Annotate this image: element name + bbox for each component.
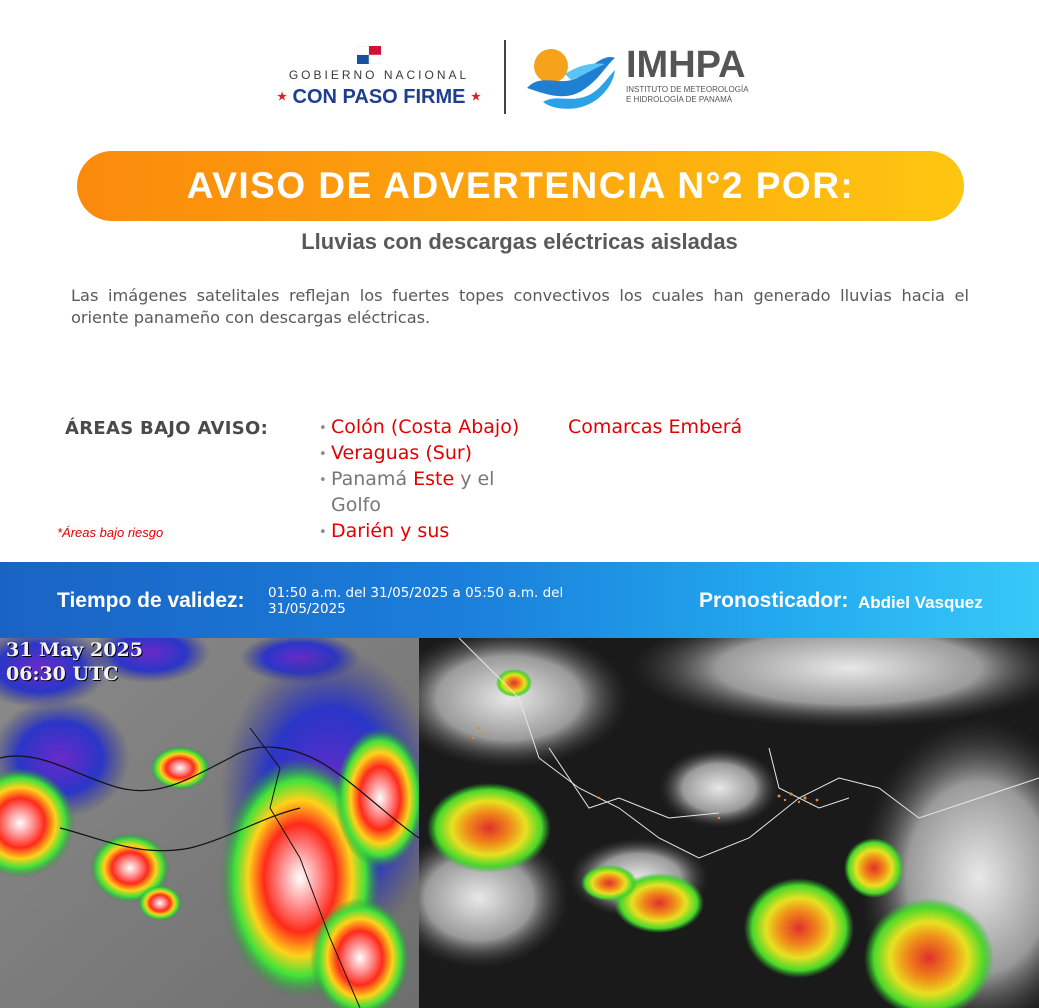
- validity-label-text: Tiempo de validez: [57, 589, 238, 612]
- forecaster-name: Abdiel Vasquez: [858, 593, 983, 612]
- satellite-image-infrared: [0, 638, 419, 1008]
- bullet-icon: •: [319, 421, 327, 436]
- gobierno-logo: [268, 44, 490, 114]
- area-item-veraguas: Veraguas (Sur): [331, 442, 473, 464]
- star-icon: ★: [471, 91, 481, 103]
- satellite-timestamp: [6, 638, 143, 686]
- imhpa-subtitle: [626, 85, 749, 105]
- warning-subtitle: Lluvias con descargas eléctricas aisladas: [301, 229, 738, 254]
- bullet-icon: •: [319, 447, 327, 462]
- bullet-icon: •: [319, 525, 327, 540]
- warning-banner: [77, 151, 964, 221]
- validity-value: 01:50 a.m. del 31/05/2025 a 05:50 a.m. del 31/05/2025: [268, 585, 564, 617]
- area-item-darien: Darién y sus: [331, 520, 450, 542]
- satellite-time: 06:30 UTC: [6, 663, 119, 685]
- star-icon: ★: [277, 91, 287, 103]
- imhpa-sub-line2: E HIDROLOGÍA DE PANAMÁ: [626, 95, 733, 104]
- area-item-panama: [331, 466, 494, 492]
- warning-description: Las imágenes satelitales reflejan los fuertes topes convectivos los cuales han generado lluvias hacia el oriente panameño con descargas eléctricas.: [71, 286, 969, 327]
- logo-divider: [504, 40, 506, 114]
- area-panama-part2: Este: [413, 468, 455, 490]
- area-item-comarcas: Comarcas Emberá: [568, 416, 743, 438]
- satellite-date: 31 May 2025: [6, 639, 143, 661]
- area-panama-part3: y el: [454, 468, 495, 490]
- warning-title: AVISO DE ADVERTENCIA N°2 POR:: [186, 165, 855, 206]
- gobierno-line1: GOBIERNO NACIONAL: [288, 68, 470, 82]
- satellite-image-visible: [419, 638, 1039, 1008]
- risk-note: *Áreas bajo riesgo: [57, 525, 164, 540]
- imhpa-name: IMHPA: [626, 44, 746, 86]
- panama-flag-icon: [357, 46, 381, 64]
- gobierno-line2: [268, 86, 490, 109]
- area-panama-part1: Panamá: [331, 468, 414, 490]
- imhpa-sub-line1: INSTITUTO DE METEOROLOGÍA: [626, 85, 749, 94]
- imhpa-logo-icon: [525, 44, 617, 110]
- forecaster-label-text: Pronosticador: [699, 589, 842, 612]
- area-item-colon: Colón (Costa Abajo): [331, 416, 520, 438]
- forecaster-label: Pronosticador:: [699, 589, 849, 612]
- bullet-icon: •: [319, 473, 327, 488]
- areas-label: ÁREAS BAJO AVISO:: [65, 418, 269, 439]
- gobierno-motto: CON PASO FIRME: [292, 86, 466, 108]
- area-panama-golfo: Golfo: [331, 494, 381, 516]
- validity-label: Tiempo de validez:: [57, 589, 245, 612]
